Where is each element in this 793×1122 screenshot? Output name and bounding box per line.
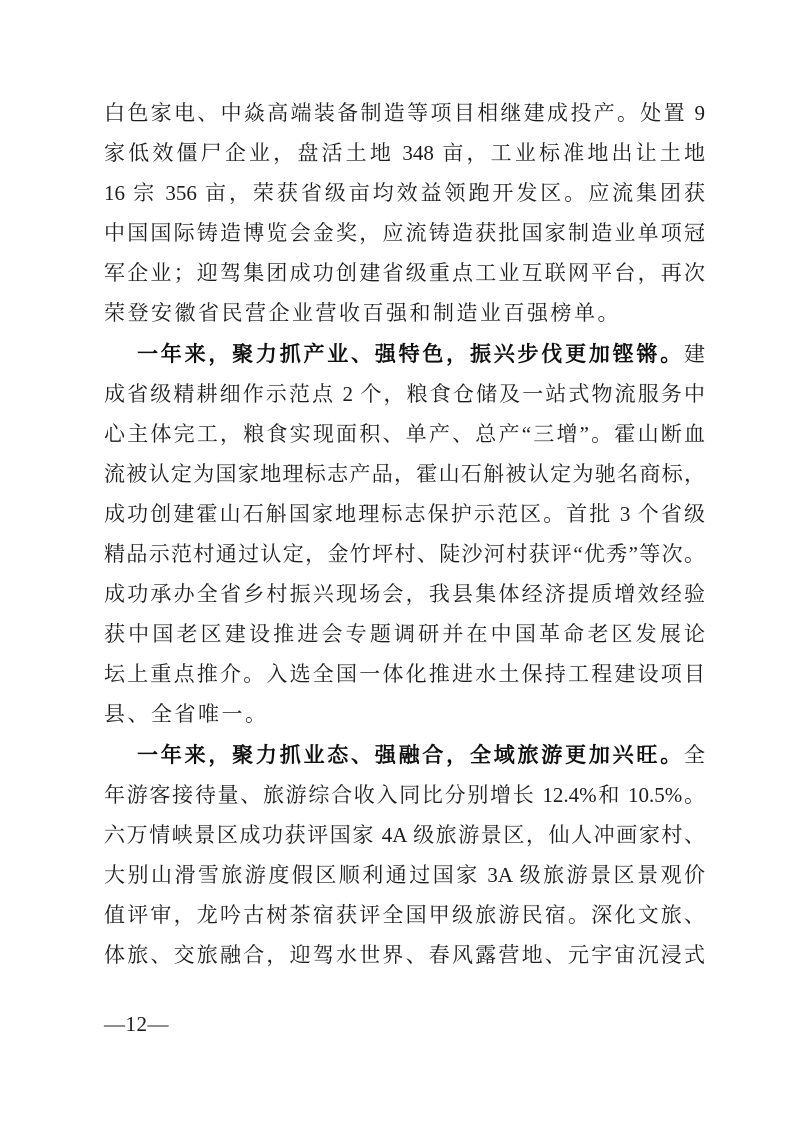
paragraph-text: 中国国际铸造博览会金奖，应流铸造获批国家制造业单项冠 (104, 221, 705, 246)
paragraph-text: 成功创建霍山石斛国家地理标志保护示范区。首批 3 个省级 (104, 501, 705, 526)
text-line-4 (104, 213, 705, 253)
paragraph-text: 精品示范村通过认定，金竹坪村、陡沙河村获评“优秀”等次。 (104, 542, 705, 567)
paragraph-text: 体旅、交旅融合，迎驾水世界、春风露营地、元宇宙沉浸式 (104, 942, 705, 967)
text-line-7 (104, 334, 705, 374)
text-line-1 (104, 93, 705, 133)
text-line-16 (104, 694, 705, 734)
page-number: —12— (104, 1012, 169, 1036)
paragraph-text: 荣登安徽省民营企业营收百强和制造业百强榜单。 (104, 301, 621, 326)
text-line-11 (104, 494, 705, 534)
paragraph-lead-bold-text: 一年来，聚力抓业态、强融合，全域旅游更加兴旺。 (137, 743, 684, 767)
text-line-18 (104, 775, 705, 815)
text-line-13 (104, 574, 705, 614)
paragraph-text: 成功承办全省乡村振兴现场会，我县集体经济提质增效经验 (104, 582, 705, 607)
paragraph-text: 六万情峡景区成功获评国家 4A 级旅游景区，仙人冲画家村、 (104, 822, 705, 847)
paragraph-text: 年游客接待量、旅游综合收入同比分别增长 12.4%和 10.5%。 (104, 782, 705, 807)
paragraph-text: 军企业；迎驾集团成功创建省级重点工业互联网平台，再次 (104, 261, 705, 286)
paragraph-text: 心主体完工，粮食实现面积、单产、总产“三增”。霍山断血 (104, 421, 705, 446)
text-line-22 (104, 935, 705, 975)
text-line-9 (104, 414, 705, 454)
paragraph-text: 家低效僵尸企业，盘活土地 348 亩，工业标准地出让土地 (104, 141, 705, 166)
paragraph-text: 值评审，龙吟古树茶宿获评全国甲级旅游民宿。深化文旅、 (104, 902, 705, 927)
text-line-2 (104, 133, 705, 173)
text-line-17 (104, 735, 705, 775)
paragraph-text: 获中国老区建设推进会专题调研并在中国革命老区发展论 (104, 622, 705, 647)
paragraph-lead-bold-text: 一年来，聚力抓产业、强特色，振兴步伐更加铿锵。 (137, 342, 684, 366)
paragraph-text: 流被认定为国家地理标志产品，霍山石斛被认定为驰名商标， (104, 461, 705, 486)
paragraph-text: 坛上重点推介。入选全国一体化推进水土保持工程建设项目 (104, 662, 705, 687)
text-line-6 (104, 293, 705, 333)
text-line-5 (104, 253, 705, 293)
paragraph-text: 建 (684, 341, 705, 366)
paragraph-text: 大别山滑雪旅游度假区顺利通过国家 3A 级旅游景区景观价 (104, 862, 705, 887)
text-line-20 (104, 855, 705, 895)
paragraph-text: 全 (684, 742, 705, 767)
paragraph-text: 县、全省唯一。 (104, 702, 269, 727)
text-line-15 (104, 654, 705, 694)
paragraph-text: 成省级精耕细作示范点 2 个，粮食仓储及一站式物流服务中 (104, 381, 705, 406)
paragraph-text: 16 宗 356 亩，荣获省级亩均效益领跑开发区。应流集团获 (104, 181, 705, 206)
body-text (104, 93, 705, 975)
text-line-12 (104, 534, 705, 574)
paragraph-text: 白色家电、中焱高端装备制造等项目相继建成投产。处置 9 (104, 101, 705, 125)
text-line-10 (104, 454, 705, 494)
text-line-8 (104, 374, 705, 414)
text-line-14 (104, 614, 705, 654)
text-line-19 (104, 815, 705, 855)
text-line-21 (104, 895, 705, 935)
text-line-3 (104, 173, 705, 213)
